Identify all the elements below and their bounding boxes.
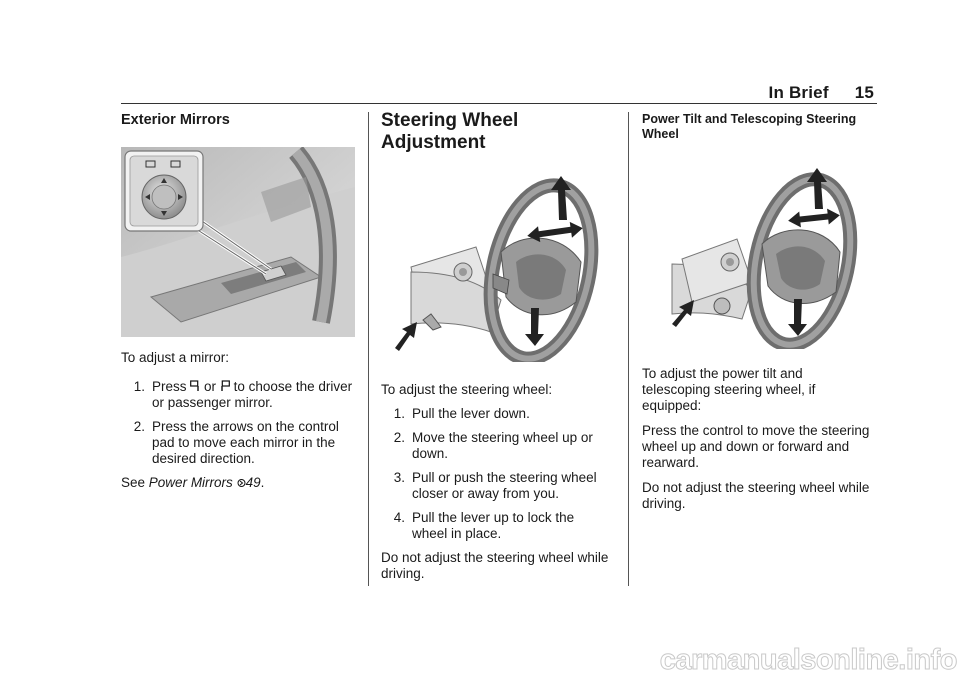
column-power-tilt-telescoping [642, 110, 874, 512]
power-steering-wheel-illustration [642, 164, 874, 349]
watermark: carmanualsonline.info [659, 644, 957, 676]
list-item: 1. Press or to choose the driver or passenger mirror. [133, 379, 353, 410]
list-item: 3. Pull or push the steering wheel closer or away from you. [393, 470, 597, 501]
steering-intro: To adjust the steering wheel: [381, 382, 553, 397]
column-exterior-mirrors [121, 110, 357, 491]
header-divider [121, 103, 877, 104]
mirror-steps [121, 379, 357, 467]
list-item: 2. Move the steering wheel up or down. [393, 430, 593, 461]
power-tilt-intro: To adjust the power tilt and telescoping steering wheel, if equipped: [642, 366, 816, 413]
right-mirror-select-icon [220, 380, 230, 392]
heading-exterior-mirrors: Exterior Mirrors [121, 112, 230, 128]
heading-power-tilt-telescoping: Power Tilt and Telescoping Steering Wheel [642, 112, 857, 141]
power-tilt-instructions: Press the control to move the steering wheel up and down or forward and rearward. [642, 423, 870, 470]
page-ref-number[interactable]: 49 [245, 475, 261, 490]
exterior-mirror-control-illustration [121, 147, 355, 337]
left-mirror-select-icon [190, 380, 200, 392]
power-mirrors-link[interactable]: Power Mirrors [148, 475, 233, 490]
list-item: 2. Press the arrows on the control pad to move each mirror in the desired direction. [133, 419, 339, 466]
steering-steps [381, 406, 613, 542]
page-header [769, 83, 874, 103]
manual-steering-wheel-illustration [381, 172, 613, 362]
heading-steering-wheel-adjustment: Steering Wheel Adjustment [381, 110, 519, 153]
column-divider-2 [628, 112, 629, 586]
column-steering-wheel-adjustment [381, 110, 613, 582]
column-divider-1 [368, 112, 369, 586]
see-reference: See Power Mirrors 49. [121, 475, 265, 490]
list-item: 4. Pull the lever up to lock the wheel in place. [393, 510, 575, 541]
page-reference-icon [237, 477, 246, 488]
mirror-intro: To adjust a mirror: [121, 350, 230, 365]
section-title: In Brief [768, 83, 829, 102]
steering-caution-note: Do not adjust the steering wheel while driving. [381, 550, 609, 581]
list-item: 1. Pull the lever down. [393, 406, 530, 421]
page-number: 15 [854, 83, 874, 102]
power-tilt-caution-note: Do not adjust the steering wheel while driving. [642, 480, 870, 511]
